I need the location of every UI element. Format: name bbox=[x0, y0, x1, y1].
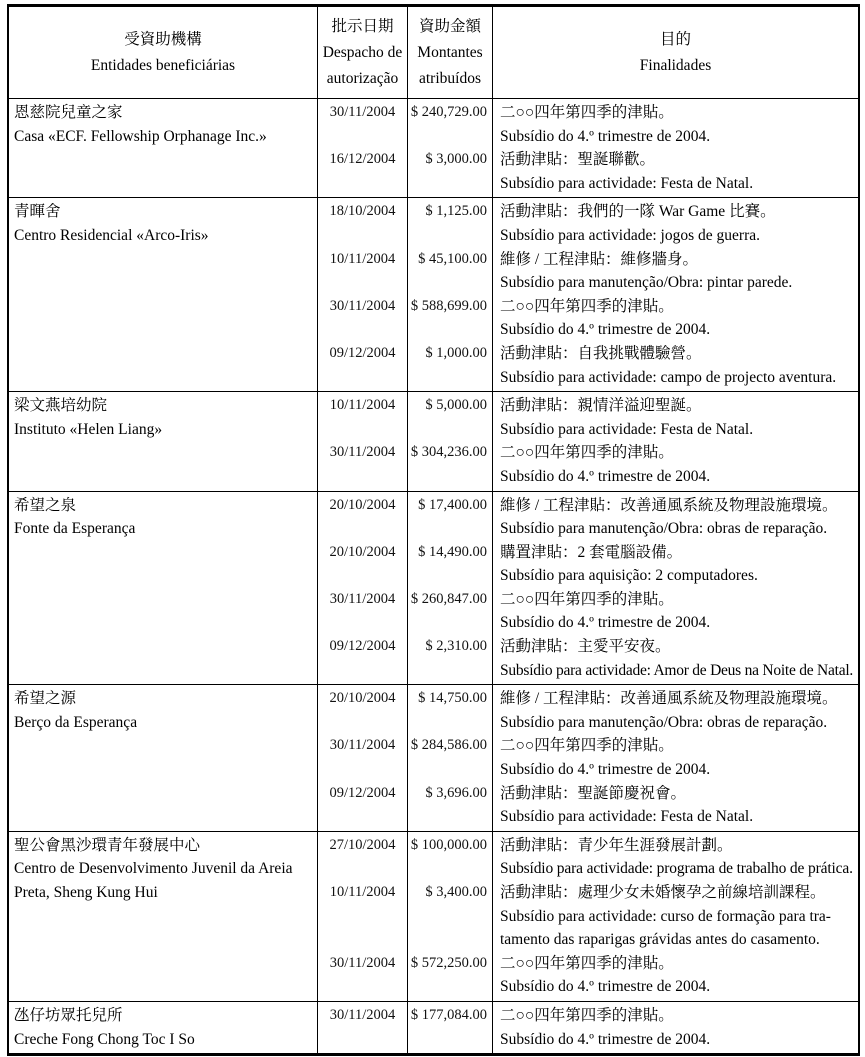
empty-line bbox=[9, 588, 317, 612]
empty-line bbox=[408, 857, 492, 881]
table-row bbox=[9, 391, 858, 490]
empty-line bbox=[9, 541, 317, 565]
purpose-line: 二○○四年第四季的津貼。 bbox=[500, 1006, 674, 1024]
header-amount-zh: 資助金額 bbox=[418, 17, 481, 35]
empty-line bbox=[318, 611, 407, 635]
date-value: 18/10/2004 bbox=[329, 203, 396, 220]
purpose-line: 二○○四年第四季的津貼。 bbox=[500, 590, 674, 608]
purpose-line: Subsídio para aquisição: 2 computadores. bbox=[500, 567, 758, 585]
amount-cell bbox=[408, 198, 493, 391]
amount-value: $ 260,847.00 bbox=[410, 590, 487, 607]
amount-cell bbox=[408, 832, 493, 1001]
entity-line: Berço da Esperança bbox=[14, 713, 138, 731]
amount-cell bbox=[408, 392, 493, 490]
date-value: 10/11/2004 bbox=[329, 397, 396, 414]
table-row bbox=[9, 197, 858, 391]
header-amount-pt2: atribuídos bbox=[419, 69, 481, 87]
purpose-line: Subsídio para actividade: Festa de Natal. bbox=[500, 808, 754, 826]
empty-line bbox=[408, 465, 492, 489]
date-value: 10/11/2004 bbox=[329, 884, 396, 900]
entity-cell bbox=[9, 685, 318, 831]
date-value: 27/10/2004 bbox=[329, 836, 396, 853]
empty-line bbox=[9, 782, 317, 806]
empty-line bbox=[318, 928, 407, 952]
amount-value: $ 100,000.00 bbox=[410, 836, 487, 853]
amount-cell bbox=[408, 492, 493, 685]
date-value: 30/11/2004 bbox=[329, 104, 396, 120]
amount-value: $ 3,000.00 bbox=[425, 151, 487, 168]
purpose-line: 活動津貼：主愛平安夜。 bbox=[500, 638, 671, 656]
amount-value: $ 45,100.00 bbox=[418, 250, 487, 267]
purpose-cell bbox=[493, 198, 858, 391]
empty-line bbox=[318, 564, 407, 588]
empty-line bbox=[408, 659, 492, 683]
amount-value: $ 2,310.00 bbox=[425, 638, 487, 655]
subsidy-table bbox=[7, 4, 860, 1056]
purpose-line: 維修 / 工程津貼：改善通風系統及物理設施環境。 bbox=[500, 496, 838, 514]
empty-line bbox=[408, 564, 492, 588]
purpose-line: 二○○四年第四季的津貼。 bbox=[500, 297, 674, 315]
empty-line bbox=[408, 271, 492, 295]
purpose-line: Subsídio do 4.º trimestre de 2004. bbox=[500, 467, 711, 485]
purpose-cell bbox=[493, 99, 858, 197]
empty-line bbox=[9, 659, 317, 683]
amount-value: $ 14,750.00 bbox=[418, 690, 487, 707]
date-cell bbox=[318, 1002, 408, 1053]
purpose-line: Subsídio para manutenção/Obra: pintar parede. bbox=[500, 274, 793, 292]
empty-line bbox=[318, 465, 407, 489]
date-value: 30/11/2004 bbox=[329, 444, 396, 461]
entity-line: Centro de Desenvolvimento Juvenil da Areia bbox=[14, 860, 293, 878]
empty-line bbox=[318, 318, 407, 342]
date-cell bbox=[318, 685, 408, 831]
date-value: 30/11/2004 bbox=[329, 737, 396, 754]
empty-line bbox=[408, 611, 492, 635]
purpose-line: 二○○四年第四季的津貼。 bbox=[500, 954, 674, 972]
amount-value: $ 572,250.00 bbox=[410, 954, 487, 971]
date-value: 10/11/2004 bbox=[329, 250, 396, 267]
empty-line bbox=[408, 224, 492, 248]
header-amount bbox=[408, 7, 493, 98]
purpose-line: 活動津貼：我們的一隊 War Game 比賽。 bbox=[500, 203, 776, 221]
empty-line bbox=[9, 928, 317, 952]
purpose-line: Subsídio para manutenção/Obra: obras de reparação. bbox=[500, 713, 828, 731]
empty-line bbox=[318, 418, 407, 442]
table-row bbox=[9, 1001, 858, 1053]
empty-line bbox=[318, 711, 407, 735]
amount-cell bbox=[408, 99, 493, 197]
amount-value: $ 14,490.00 bbox=[418, 543, 487, 560]
amount-value: $ 3,696.00 bbox=[425, 784, 487, 801]
empty-line bbox=[408, 805, 492, 829]
empty-line bbox=[9, 952, 317, 976]
entity-line: Creche Fong Chong Toc I So bbox=[14, 1030, 195, 1048]
empty-line bbox=[318, 1028, 407, 1052]
date-value: 30/11/2004 bbox=[329, 590, 396, 607]
table-row bbox=[9, 684, 858, 831]
date-value: 20/10/2004 bbox=[329, 496, 396, 513]
table-row bbox=[9, 491, 858, 685]
empty-line bbox=[9, 271, 317, 295]
purpose-line: 活動津貼：處理少女未婚懷孕之前線培訓課程。 bbox=[500, 884, 826, 901]
empty-line bbox=[318, 224, 407, 248]
empty-line bbox=[408, 905, 492, 929]
entity-line: 青暉舍 bbox=[14, 203, 61, 221]
empty-line bbox=[318, 172, 407, 196]
empty-line bbox=[9, 758, 317, 782]
entity-line: Preta, Sheng Kung Hui bbox=[14, 884, 158, 901]
amount-value: $ 1,125.00 bbox=[425, 203, 487, 220]
purpose-line: Subsídio para actividade: programa de trabalho de prática. bbox=[500, 860, 853, 878]
empty-line bbox=[408, 366, 492, 390]
purpose-line: 維修 / 工程津貼：改善通風系統及物理設施環境。 bbox=[500, 690, 838, 708]
purpose-cell bbox=[493, 492, 858, 685]
purpose-line: Subsídio do 4.º trimestre de 2004. bbox=[500, 321, 711, 339]
entity-line: Casa «ECF. Fellowship Orphanage Inc.» bbox=[14, 127, 267, 145]
empty-line bbox=[318, 517, 407, 541]
purpose-line: Subsídio para actividade: Amor de Deus na Noite de Natal. bbox=[500, 661, 854, 679]
amount-value: $ 177,084.00 bbox=[410, 1006, 487, 1023]
date-value: 30/11/2004 bbox=[329, 1006, 396, 1023]
amount-value: $ 3,400.00 bbox=[425, 884, 487, 900]
empty-line bbox=[408, 758, 492, 782]
empty-line bbox=[408, 928, 492, 952]
entity-line: 希望之泉 bbox=[14, 496, 77, 514]
amount-value: $ 284,586.00 bbox=[410, 737, 487, 754]
entity-cell bbox=[9, 198, 318, 391]
empty-line bbox=[408, 418, 492, 442]
date-cell bbox=[318, 492, 408, 685]
empty-line bbox=[9, 805, 317, 829]
purpose-line: Subsídio para manutenção/Obra: obras de reparação. bbox=[500, 520, 828, 538]
empty-line bbox=[9, 248, 317, 272]
purpose-line: Subsídio do 4.º trimestre de 2004. bbox=[500, 127, 711, 145]
table-row bbox=[9, 831, 858, 1001]
date-cell bbox=[318, 198, 408, 391]
purpose-line: 活動津貼：聖誕聯歡。 bbox=[500, 151, 656, 169]
purpose-line: Subsídio do 4.º trimestre de 2004. bbox=[500, 978, 711, 996]
amount-value: $ 304,236.00 bbox=[410, 444, 487, 461]
amount-cell bbox=[408, 685, 493, 831]
empty-line bbox=[9, 148, 317, 172]
date-value: 20/10/2004 bbox=[329, 543, 396, 560]
empty-line bbox=[9, 905, 317, 929]
date-value: 09/12/2004 bbox=[329, 784, 396, 801]
amount-value: $ 588,699.00 bbox=[410, 297, 487, 314]
purpose-line: Subsídio do 4.º trimestre de 2004. bbox=[500, 761, 711, 779]
empty-line bbox=[318, 271, 407, 295]
header-date-zh: 批示日期 bbox=[331, 17, 394, 35]
header-date-pt1: Despacho de bbox=[322, 43, 403, 61]
entity-line: Instituto «Helen Liang» bbox=[14, 420, 163, 438]
purpose-line: 二○○四年第四季的津貼。 bbox=[500, 104, 674, 121]
entity-line: 希望之源 bbox=[14, 690, 77, 708]
empty-line bbox=[318, 758, 407, 782]
empty-line bbox=[318, 366, 407, 390]
purpose-line: Subsídio para actividade: campo de projecto aventura. bbox=[500, 368, 837, 386]
purpose-line: 二○○四年第四季的津貼。 bbox=[500, 737, 674, 755]
empty-line bbox=[408, 1028, 492, 1052]
empty-line bbox=[9, 611, 317, 635]
entity-cell bbox=[9, 1002, 318, 1053]
entity-line: 聖公會黑沙環青年發展中心 bbox=[14, 836, 201, 854]
amount-value: $ 240,729.00 bbox=[410, 104, 487, 120]
table-body bbox=[9, 99, 858, 1053]
entity-line: 恩慈院兒童之家 bbox=[14, 104, 123, 121]
purpose-line: 活動津貼：聖誕節慶祝會。 bbox=[500, 784, 687, 802]
header-purpose-zh: 目的 bbox=[659, 30, 691, 48]
date-value: 30/11/2004 bbox=[329, 297, 396, 314]
entity-line: 梁文燕培幼院 bbox=[14, 397, 108, 415]
empty-line bbox=[318, 125, 407, 149]
date-value: 20/10/2004 bbox=[329, 690, 396, 707]
entity-cell bbox=[9, 492, 318, 685]
empty-line bbox=[318, 659, 407, 683]
entity-line: Fonte da Esperança bbox=[14, 520, 136, 538]
header-entities-pt: Entidades beneficiárias bbox=[90, 56, 236, 74]
purpose-line: 活動津貼：親情洋溢迎聖誕。 bbox=[500, 397, 702, 415]
purpose-line: Subsídio do 4.º trimestre de 2004. bbox=[500, 614, 711, 632]
purpose-line: 維修 / 工程津貼：維修牆身。 bbox=[500, 250, 699, 268]
entity-cell bbox=[9, 99, 318, 197]
empty-line bbox=[318, 905, 407, 929]
table-header-row bbox=[9, 7, 858, 99]
entity-line: Centro Residencial «Arco-Iris» bbox=[14, 226, 209, 244]
empty-line bbox=[9, 975, 317, 999]
empty-line bbox=[9, 441, 317, 465]
empty-line bbox=[408, 125, 492, 149]
date-cell bbox=[318, 99, 408, 197]
empty-line bbox=[9, 366, 317, 390]
purpose-cell bbox=[493, 392, 858, 490]
header-amount-pt1: Montantes bbox=[417, 43, 483, 61]
date-cell bbox=[318, 832, 408, 1001]
empty-line bbox=[9, 295, 317, 319]
empty-line bbox=[9, 635, 317, 659]
header-date bbox=[318, 7, 408, 98]
date-value: 16/12/2004 bbox=[329, 151, 396, 168]
empty-line bbox=[9, 342, 317, 366]
amount-value: $ 5,000.00 bbox=[425, 397, 487, 414]
amount-value: $ 1,000.00 bbox=[425, 344, 487, 361]
header-entities bbox=[9, 7, 318, 98]
empty-line bbox=[9, 734, 317, 758]
purpose-line: Subsídio do 4.º trimestre de 2004. bbox=[500, 1030, 711, 1048]
purpose-line: 購置津貼：2 套電腦設備。 bbox=[500, 543, 683, 561]
amount-cell bbox=[408, 1002, 493, 1053]
entity-cell bbox=[9, 392, 318, 490]
header-purpose bbox=[493, 7, 858, 98]
purpose-cell bbox=[493, 685, 858, 831]
purpose-line: Subsídio para actividade: jogos de guerra. bbox=[500, 226, 760, 244]
date-value: 09/12/2004 bbox=[329, 344, 396, 361]
date-value: 30/11/2004 bbox=[329, 954, 396, 971]
date-cell bbox=[318, 392, 408, 490]
purpose-line: 二○○四年第四季的津貼。 bbox=[500, 444, 674, 462]
empty-line bbox=[408, 172, 492, 196]
amount-value: $ 17,400.00 bbox=[418, 496, 487, 513]
entity-line: 氹仔坊眾托兒所 bbox=[14, 1006, 123, 1024]
purpose-line: 活動津貼：自我挑戰體驗營。 bbox=[500, 344, 702, 362]
empty-line bbox=[318, 975, 407, 999]
purpose-line: Subsídio para actividade: Festa de Natal. bbox=[500, 420, 754, 438]
date-value: 09/12/2004 bbox=[329, 638, 396, 655]
purpose-line: tamento das raparigas grávidas antes do casamento. bbox=[500, 931, 820, 949]
empty-line bbox=[9, 564, 317, 588]
empty-line bbox=[408, 517, 492, 541]
table-row bbox=[9, 99, 858, 197]
purpose-cell bbox=[493, 832, 858, 1001]
empty-line bbox=[9, 465, 317, 489]
purpose-line: Subsídio para actividade: curso de formação para tra- bbox=[500, 907, 831, 925]
purpose-cell bbox=[493, 1002, 858, 1053]
header-entities-zh: 受資助機構 bbox=[124, 30, 202, 48]
entity-cell bbox=[9, 832, 318, 1001]
empty-line bbox=[408, 318, 492, 342]
empty-line bbox=[318, 805, 407, 829]
empty-line bbox=[408, 711, 492, 735]
empty-line bbox=[408, 975, 492, 999]
empty-line bbox=[318, 857, 407, 881]
header-date-pt2: autorização bbox=[326, 69, 399, 87]
empty-line bbox=[9, 172, 317, 196]
header-purpose-pt: Finalidades bbox=[639, 56, 712, 74]
empty-line bbox=[9, 318, 317, 342]
purpose-line: 活動津貼：青少年生涯發展計劃。 bbox=[500, 836, 733, 854]
purpose-line: Subsídio para actividade: Festa de Natal. bbox=[500, 174, 754, 192]
